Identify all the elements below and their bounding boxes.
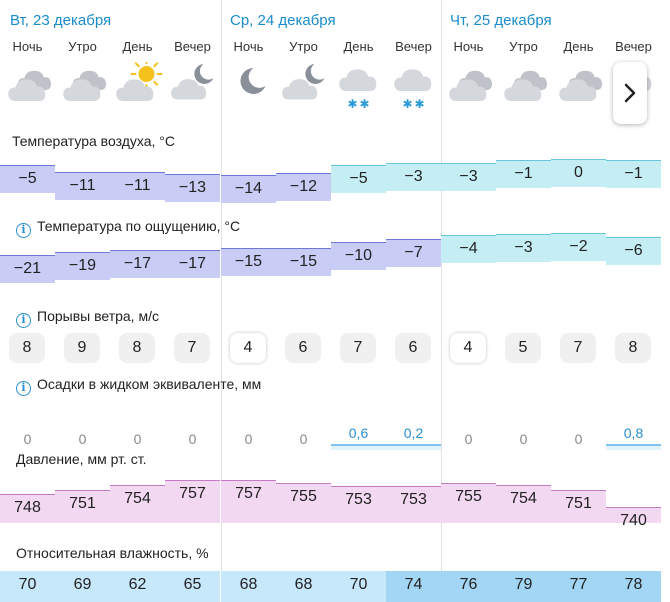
precipitation-label-text: Осадки в жидком эквиваленте, мм <box>37 376 262 392</box>
humidity-value: 70 <box>18 576 37 593</box>
info-icon[interactable]: i <box>16 381 31 396</box>
temp-value: −3 <box>404 168 423 185</box>
svg-text:✱: ✱ <box>347 97 358 111</box>
pressure-value: 748 <box>14 499 41 516</box>
feels-like-label <box>16 218 240 238</box>
temp-value: −3 <box>459 168 478 185</box>
humidity-label: Относительная влажность, % <box>16 545 209 561</box>
pressure-value: 757 <box>235 485 262 502</box>
feels-value: −6 <box>624 242 643 259</box>
snow-icon <box>386 62 441 112</box>
precipitation-bar <box>331 444 386 450</box>
time-of-day-label: Вечер <box>615 39 652 54</box>
partly-sunny-icon <box>110 62 165 112</box>
temp-value: −13 <box>178 179 207 196</box>
feels-like-label-text: Температура по ощущению, °C <box>37 218 241 234</box>
feels-value: −3 <box>514 239 533 256</box>
wind-gust-value: 7 <box>340 333 376 363</box>
humidity-value: 68 <box>294 576 313 593</box>
cloudy-icon <box>0 62 55 112</box>
wind-gust-value: 6 <box>395 333 431 363</box>
wind-gusts-label-text: Порывы ветра, м/с <box>37 308 159 324</box>
precipitation-value: 0 <box>464 431 473 447</box>
temp-value: −5 <box>18 170 37 187</box>
humidity-value: 77 <box>569 576 588 593</box>
precipitation-value: 0,8 <box>623 425 644 441</box>
precipitation-value: 0 <box>244 431 253 447</box>
cloudy-icon <box>441 62 496 112</box>
time-of-day-label: Вечер <box>395 39 432 54</box>
precipitation-value: 0 <box>23 431 32 447</box>
wind-gust-value: 9 <box>64 333 100 363</box>
info-icon[interactable]: i <box>16 313 31 328</box>
moon-icon <box>221 62 276 112</box>
pressure-value: 754 <box>124 490 151 507</box>
pressure-value: 753 <box>345 491 372 508</box>
precipitation-label <box>16 376 261 396</box>
humidity-value: 68 <box>239 576 258 593</box>
pressure-value: 755 <box>455 488 482 505</box>
humidity-value: 62 <box>128 576 147 593</box>
precipitation-value: 0 <box>299 431 308 447</box>
next-days-button[interactable] <box>613 62 647 124</box>
feels-value: −21 <box>13 260 42 277</box>
day-title-3: Чт, 25 декабря <box>450 12 552 29</box>
precipitation-value: 0 <box>133 431 142 447</box>
cloudy-icon <box>551 62 606 112</box>
day-title-2: Ср, 24 декабря <box>230 12 336 29</box>
wind-gust-value: 8 <box>615 333 651 363</box>
wind-gust-value: 5 <box>505 333 541 363</box>
humidity-value: 76 <box>459 576 478 593</box>
humidity-value: 78 <box>624 576 643 593</box>
temp-value: 0 <box>574 164 583 181</box>
feels-value: −15 <box>289 253 318 270</box>
precipitation-value: 0,2 <box>403 425 424 441</box>
feels-value: −2 <box>569 238 588 255</box>
wind-gusts-label <box>16 308 159 328</box>
pressure-value: 740 <box>620 512 647 529</box>
wind-gust-value: 6 <box>285 333 321 363</box>
temp-value: −11 <box>69 177 96 194</box>
humidity-value: 69 <box>73 576 92 593</box>
pressure-value: 754 <box>510 490 537 507</box>
wind-gust-value: 8 <box>119 333 155 363</box>
precipitation-value: 0 <box>519 431 528 447</box>
snow-icon <box>331 62 386 112</box>
time-of-day-label: Вечер <box>174 39 211 54</box>
pressure-label: Давление, мм рт. ст. <box>16 451 147 467</box>
temp-value: −1 <box>624 165 643 182</box>
precipitation-value: 0,6 <box>348 425 369 441</box>
temperature-label: Температура воздуха, °C <box>12 133 175 149</box>
pressure-value: 753 <box>400 491 427 508</box>
precipitation-value: 0 <box>574 431 583 447</box>
time-of-day-label: День <box>122 39 153 54</box>
temp-value: −14 <box>234 180 263 197</box>
humidity-value: 70 <box>349 576 368 593</box>
time-of-day-label: День <box>563 39 594 54</box>
precipitation-bar <box>386 444 441 450</box>
pressure-value: 755 <box>290 488 317 505</box>
day-title-1: Вт, 23 декабря <box>10 12 112 29</box>
temp-value: −12 <box>289 178 318 195</box>
feels-value: −10 <box>344 247 373 264</box>
precipitation-value: 0 <box>188 431 197 447</box>
humidity-value: 74 <box>404 576 423 593</box>
wind-gust-value: 4 <box>230 333 266 363</box>
precipitation-bar <box>606 444 661 450</box>
partly-cloudy-night-icon <box>165 62 220 112</box>
pressure-value: 751 <box>69 495 96 512</box>
time-of-day-label: Ночь <box>12 39 43 54</box>
pressure-value: 757 <box>179 485 206 502</box>
time-of-day-label: Утро <box>289 39 318 54</box>
feels-value: −7 <box>404 244 423 261</box>
info-icon[interactable]: i <box>16 223 31 238</box>
feels-value: −15 <box>234 253 263 270</box>
wind-gust-value: 4 <box>450 333 486 363</box>
time-of-day-label: Утро <box>68 39 97 54</box>
precipitation-value: 0 <box>78 431 87 447</box>
temp-value: −1 <box>514 165 533 182</box>
partly-cloudy-night-icon <box>276 62 331 112</box>
svg-text:✱: ✱ <box>402 97 413 111</box>
svg-text:✱: ✱ <box>414 97 425 111</box>
humidity-value: 65 <box>183 576 202 593</box>
chevron-right-icon <box>622 83 638 103</box>
wind-gust-value: 8 <box>9 333 45 363</box>
time-of-day-label: Утро <box>509 39 538 54</box>
cloudy-icon <box>496 62 551 112</box>
feels-value: −17 <box>178 255 207 272</box>
time-of-day-label: День <box>343 39 374 54</box>
feels-value: −17 <box>123 255 152 272</box>
feels-value: −19 <box>68 257 97 274</box>
feels-value: −4 <box>459 240 478 257</box>
pressure-value: 751 <box>565 495 592 512</box>
wind-gust-value: 7 <box>560 333 596 363</box>
temp-value: −11 <box>124 177 151 194</box>
svg-text:✱: ✱ <box>359 97 370 111</box>
cloudy-icon <box>55 62 110 112</box>
time-of-day-label: Ночь <box>453 39 484 54</box>
time-of-day-label: Ночь <box>233 39 264 54</box>
temp-value: −5 <box>349 170 368 187</box>
humidity-value: 79 <box>514 576 533 593</box>
wind-gust-value: 7 <box>174 333 210 363</box>
